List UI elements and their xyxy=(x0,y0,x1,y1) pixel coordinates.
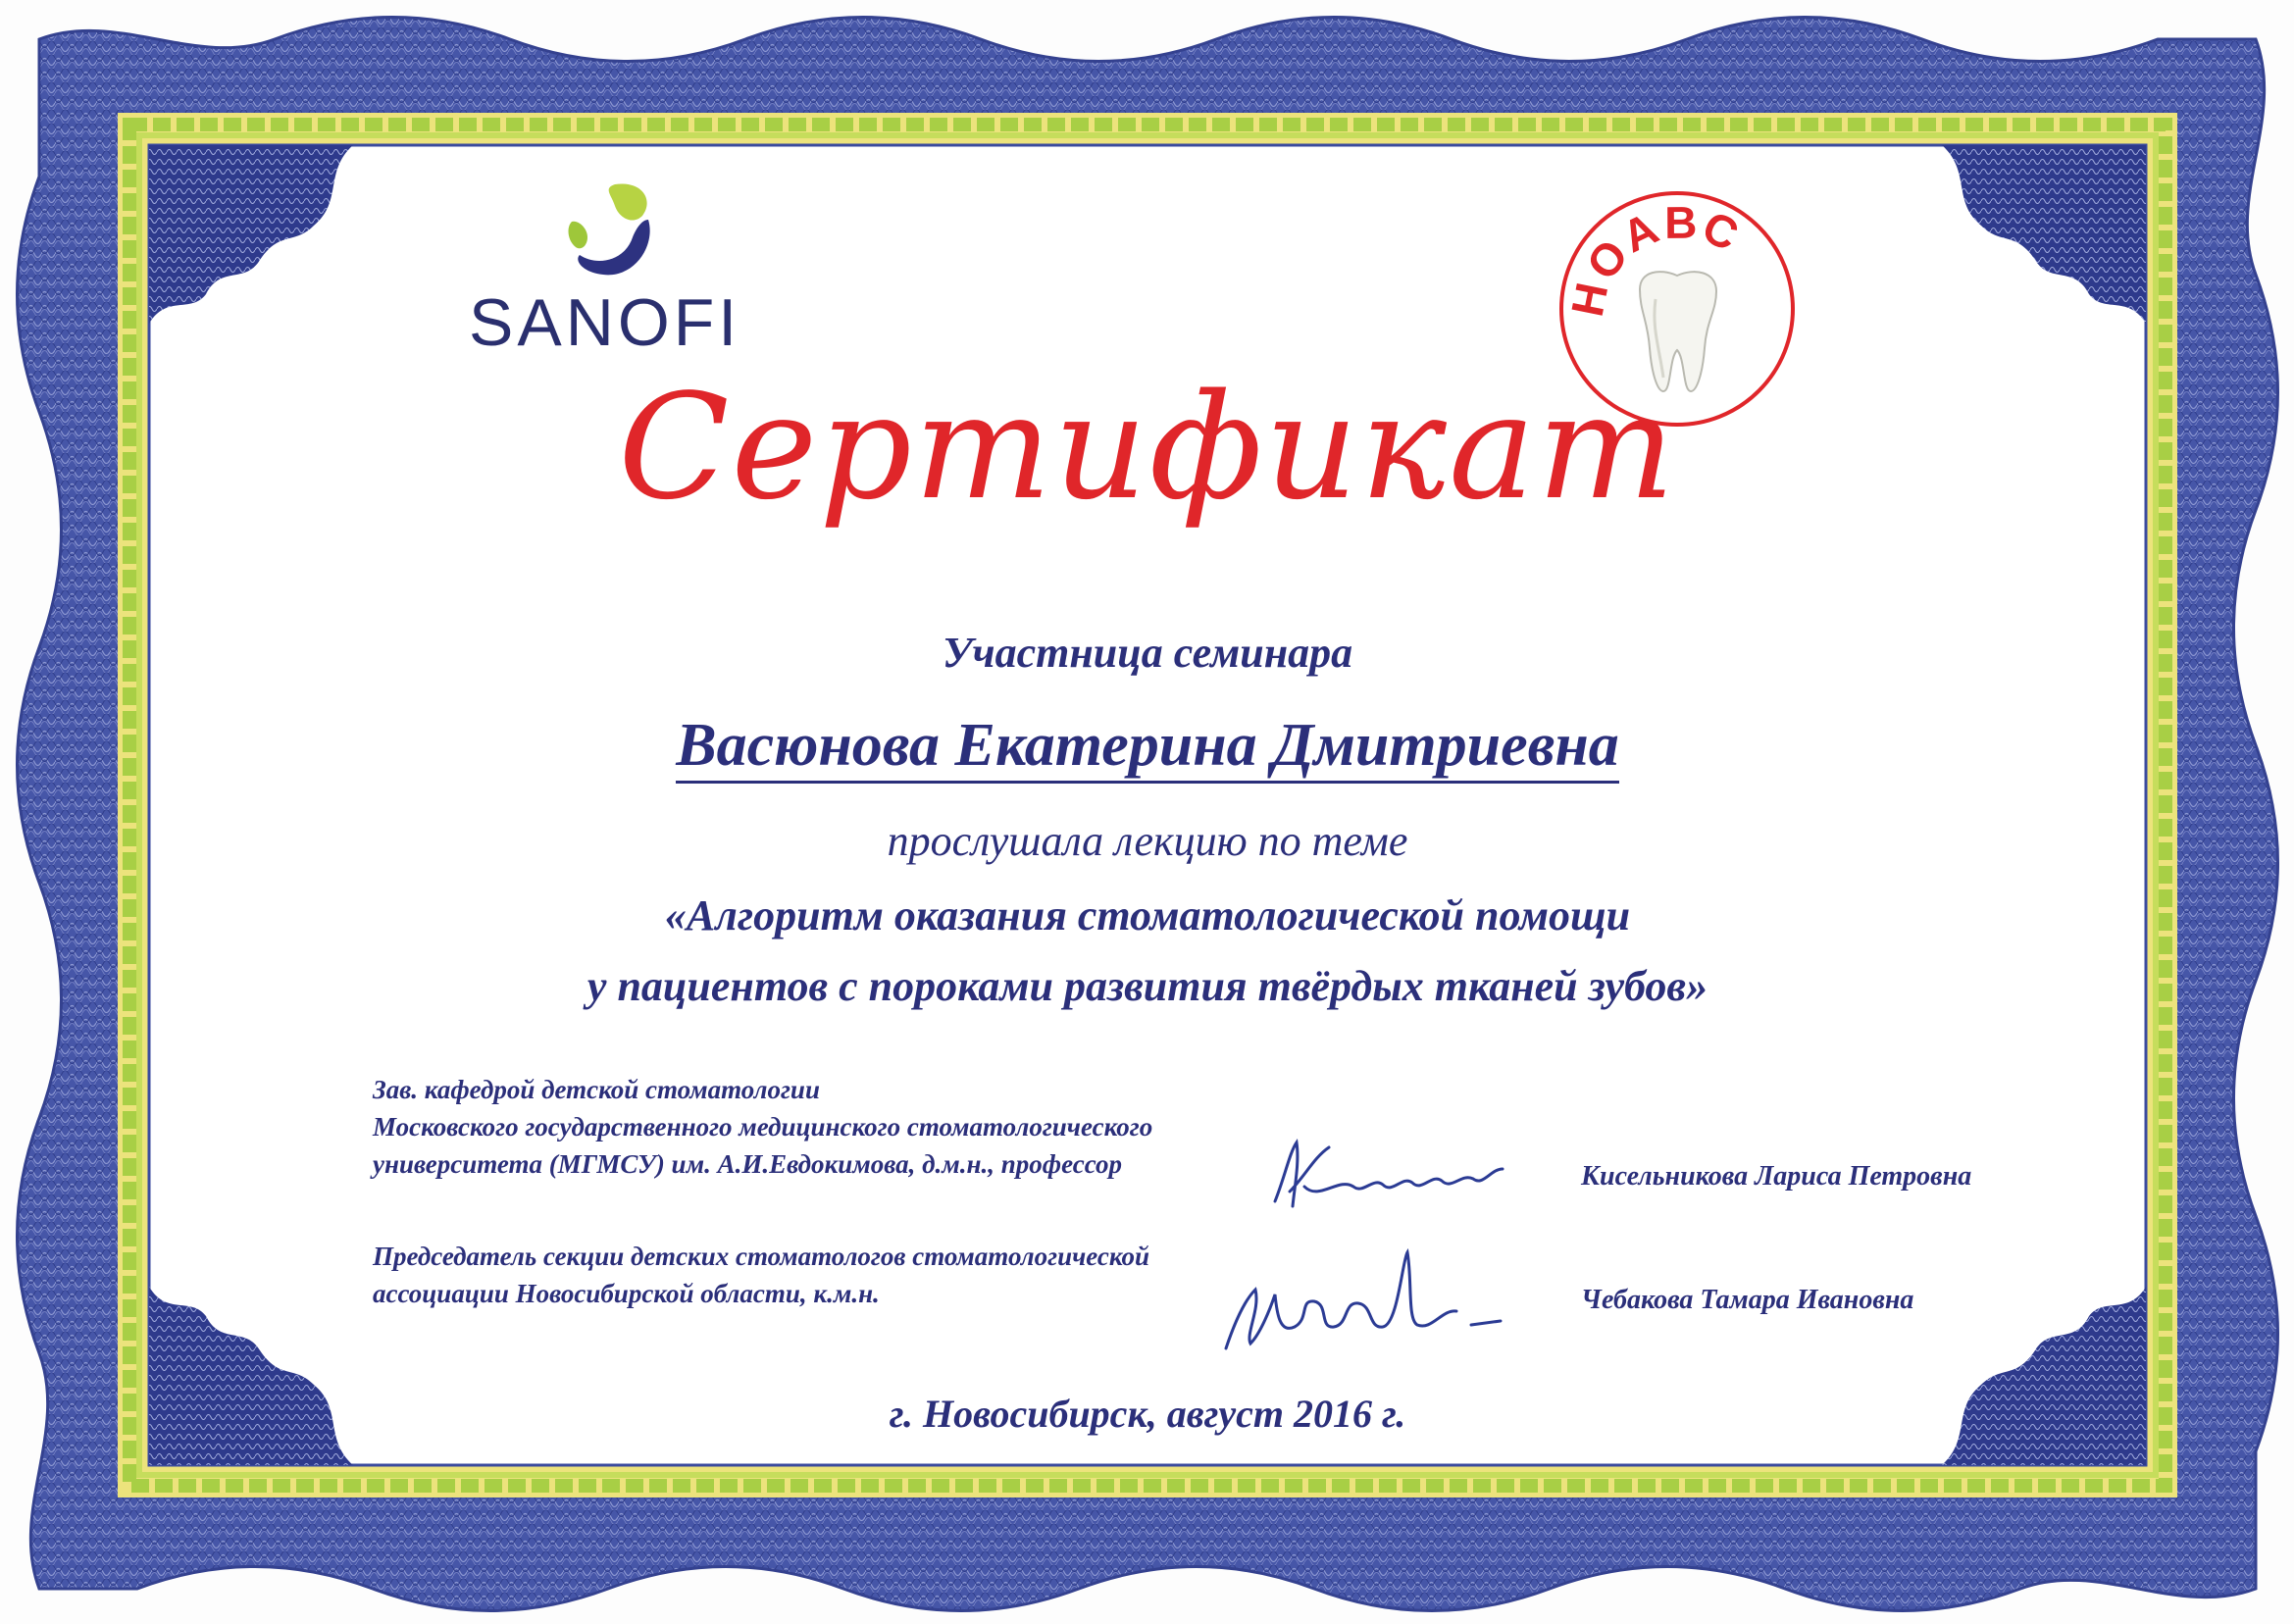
lecture-topic-line-2: у пациентов с пороками развития твёрдых тканей зубов» xyxy=(586,962,1708,1010)
signature-1 xyxy=(1246,1118,1540,1226)
lecture-intro: прослушала лекцию по теме xyxy=(887,817,1408,865)
svg-text:НОАВС: НОАВС xyxy=(1560,196,1750,321)
participant-name: Васюнова Екатерина Дмитриевна xyxy=(676,712,1619,784)
participant-label: Участница семинара xyxy=(942,629,1353,677)
certificate-title: Сертификат xyxy=(618,363,1677,532)
signatory-2-title: Председатель секции детских стоматологов стоматологической ассоциации Новосибирской области, к.м.н. xyxy=(373,1242,1150,1308)
signatory-1-title: Зав. кафедрой детской стоматологии Московского государственного медицинского стоматологического университета (МГМСУ) им. А.И.Евдокимова, д.м.н., профессор xyxy=(373,1075,1153,1179)
sanofi-wordmark: SANOFI xyxy=(469,285,741,360)
signatory-2-name: Чебакова Тамара Ивановна xyxy=(1581,1285,1914,1315)
signatory-1-name: Кисельникова Лариса Петровна xyxy=(1581,1161,1972,1192)
signature-2 xyxy=(1206,1241,1540,1368)
lecture-topic-line-1: «Алгоритм оказания стоматологической помощи xyxy=(664,891,1631,939)
sanofi-logo xyxy=(461,167,775,363)
sanofi-swirl-icon xyxy=(554,177,672,284)
participant-name-line xyxy=(153,711,2142,781)
place-and-date: г. Новосибирск, август 2016 г. xyxy=(889,1392,1406,1436)
